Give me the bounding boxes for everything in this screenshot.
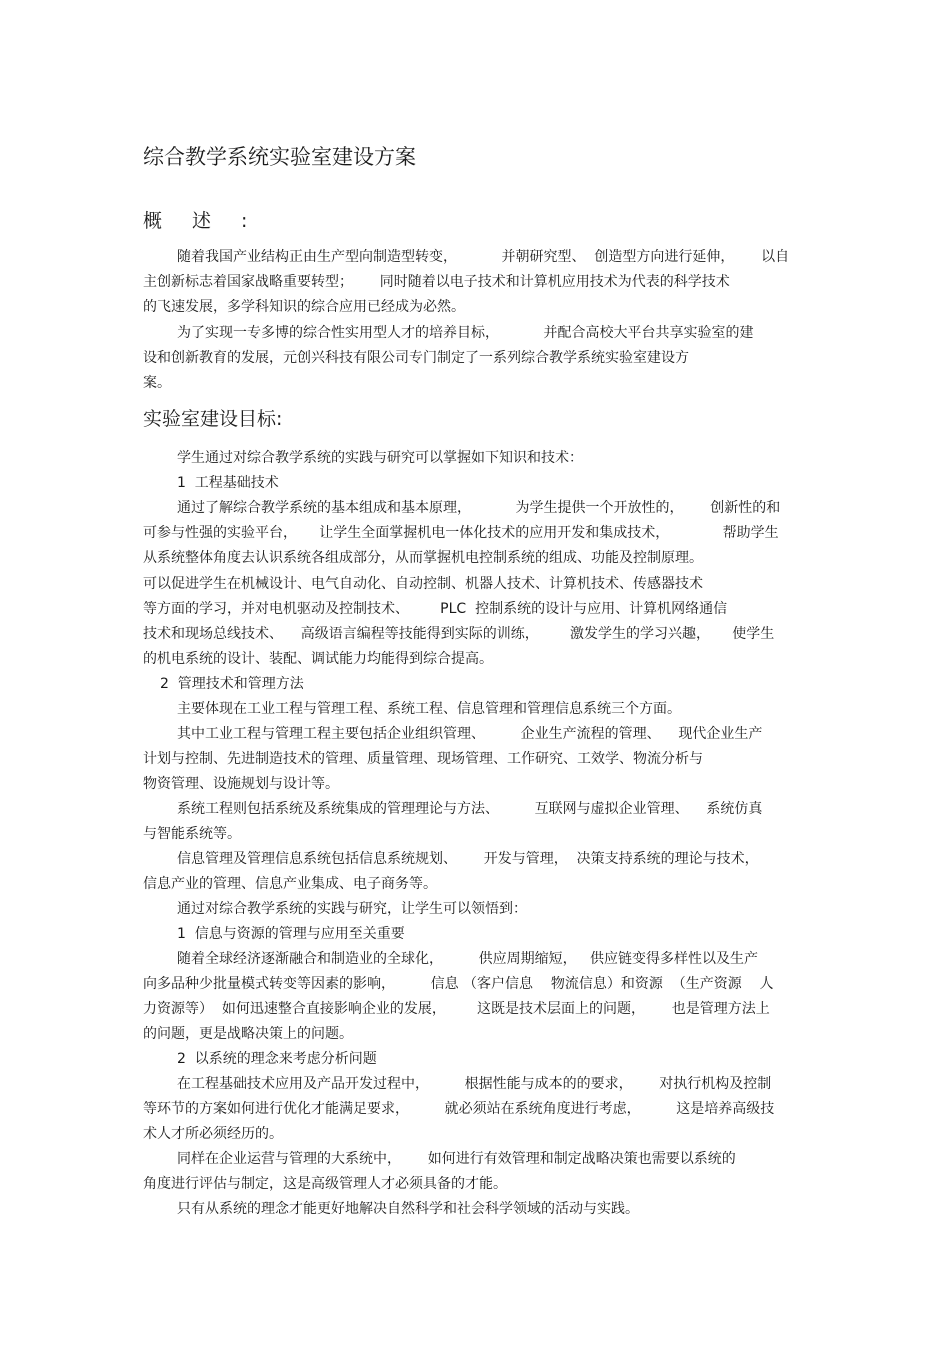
text-line: 的飞速发展，多学科知识的综合应用已经成为必然。: [143, 299, 465, 315]
text-line: 计划与控制、先进制造技术的管理、质量管理、现场管理、工作研究、工效学、物流分析与: [143, 751, 703, 767]
text-line: 为了实现一专多博的综合性实用型人才的培养目标， 并配合高校大平台共享实验室的建: [177, 325, 754, 341]
text-line: 主创新标志着国家战略重要转型； 同时随着以电子技术和计算机应用技术为代表的科学技术: [143, 274, 730, 290]
text-line: 1 信息与资源的管理与应用至关重要: [177, 926, 405, 942]
text-line: 角度进行评估与制定，这是高级管理人才必须具备的才能。: [143, 1176, 507, 1192]
text-line: 等环节的方案如何进行优化才能满足要求， 就必须站在系统角度进行考虑， 这是培养高级技: [143, 1101, 775, 1117]
document-title: 综合教学系统实验室建设方案: [143, 145, 416, 169]
text-line: 学生通过对综合教学系统的实践与研究可以掌握如下知识和技术：: [177, 450, 583, 466]
text-line: 设和创新教育的发展，元创兴科技有限公司专门制定了一系列综合教学系统实验室建设方: [143, 350, 689, 366]
text-line: 信息产业的管理、信息产业集成、电子商务等。: [143, 876, 437, 892]
text-line: 物资管理、设施规划与设计等。: [143, 776, 339, 792]
text-line: 1 工程基础技术: [177, 475, 279, 491]
text-line: 通过对综合教学系统的实践与研究，让学生可以领悟到：: [177, 901, 527, 917]
text-line: 等方面的学习，并对电机驱动及控制技术、 PLC 控制系统的设计与应用、计算机网络通信: [143, 601, 728, 617]
overview-heading: 概述:: [143, 210, 278, 232]
text-line: 通过了解综合教学系统的基本组成和基本原理， 为学生提供一个开放性的， 创新性的和: [177, 500, 781, 516]
text-line: 2 以系统的理念来考虑分析问题: [177, 1051, 377, 1067]
text-line: 2 管理技术和管理方法: [160, 676, 304, 692]
text-line: 主要体现在工业工程与管理工程、系统工程、信息管理和管理信息系统三个方面。: [177, 701, 681, 717]
text-line: 随着全球经济逐渐融合和制造业的全球化， 供应周期缩短， 供应链变得多样性以及生产: [177, 951, 758, 967]
text-line: 的机电系统的设计、装配、调试能力均能得到综合提高。: [143, 651, 493, 667]
text-line: 可以促进学生在机械设计、电气自动化、自动控制、机器人技术、计算机技术、传感器技术: [143, 576, 703, 592]
text-line: 同样在企业运营与管理的大系统中， 如何进行有效管理和制定战略决策也需要以系统的: [177, 1151, 736, 1167]
text-line: 随着我国产业结构正由生产型向制造型转变， 并朝研究型、 创造型方向进行延伸， 以自: [177, 249, 790, 265]
goals-heading: 实验室建设目标:: [143, 408, 283, 430]
text-line: 信息管理及管理信息系统包括信息系统规划、 开发与管理， 决策支持系统的理论与技术，: [177, 851, 759, 867]
text-line: 的问题，更是战略决策上的问题。: [143, 1026, 353, 1042]
text-line: 系统工程则包括系统及系统集成的管理理论与方法、 互联网与虚拟企业管理、 系统仿真: [177, 801, 763, 817]
text-line: 在工程基础技术应用及产品开发过程中， 根据性能与成本的的要求， 对执行机构及控制: [177, 1076, 772, 1092]
text-line: 与智能系统等。: [143, 826, 241, 842]
text-line: 案。: [143, 375, 171, 391]
text-line: 向多品种少批量模式转变等因素的影响， 信息 （客户信息 物流信息）和资源 （生产资源 人: [143, 976, 774, 992]
text-line: 技术和现场总线技术、 高级语言编程等技能得到实际的训练， 激发学生的学习兴趣， 使学生: [143, 626, 775, 642]
text-line: 可参与性强的实验平台， 让学生全面掌握机电一体化技术的应用开发和集成技术， 帮助学生: [143, 525, 779, 541]
text-line: 只有从系统的理念才能更好地解决自然科学和社会科学领域的活动与实践。: [177, 1201, 639, 1217]
text-line: 力资源等） 如何迅速整合直接影响企业的发展， 这既是技术层面上的问题， 也是管理方法上: [143, 1001, 770, 1017]
text-line: 从系统整体角度去认识系统各组成部分，从而掌握机电控制系统的组成、功能及控制原理。: [143, 550, 703, 566]
text-line: 其中工业工程与管理工程主要包括企业组织管理、 企业生产流程的管理、 现代企业生产: [177, 726, 763, 742]
text-line: 术人才所必须经历的。: [143, 1126, 283, 1142]
